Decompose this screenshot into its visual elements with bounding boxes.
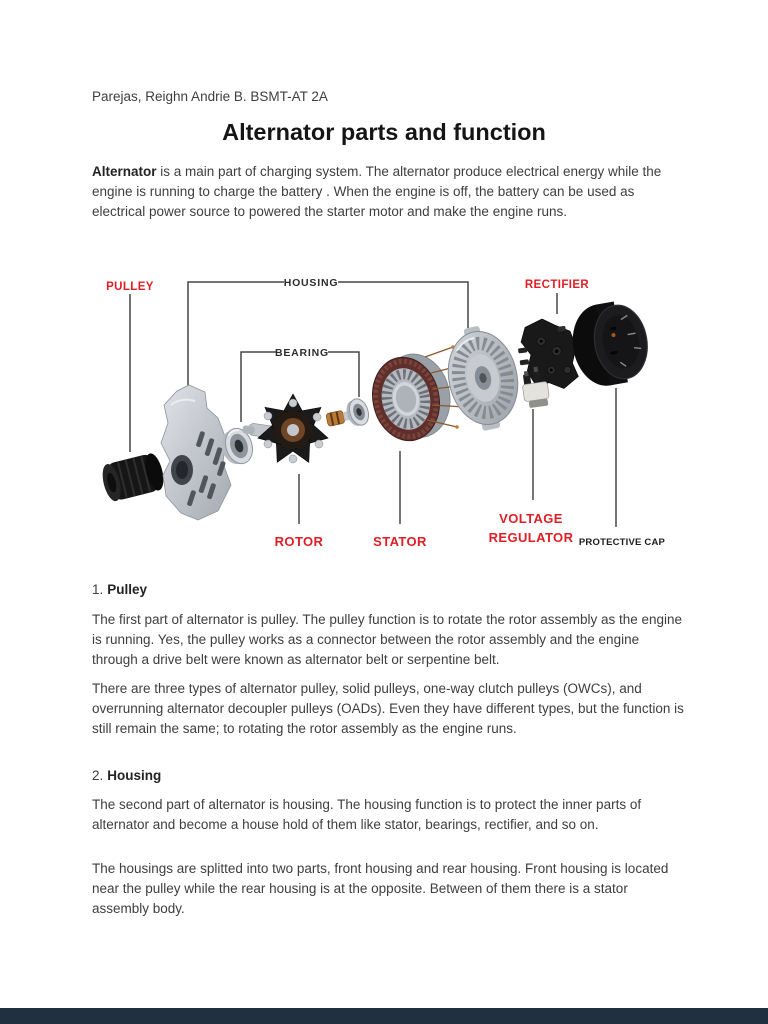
section-number: 1. [92,582,104,597]
pulley-paragraph-2: There are three types of alternator pulley, solid pulleys, one-way clutch pulleys (OWCs), and overrunning alternator decoupler pulleys (OADs). Even they have different types, but the function is still remain the same; to rotating the rotor assembly as the engine runs. [92,681,684,736]
rectifier-label: RECTIFIER [524,279,590,291]
intro-paragraph [92,162,684,222]
section-number: 2. [92,768,104,783]
pulley-paragraph-1: The first part of alternator is pulley. The pulley function is to rotate the rotor assembly as the engine is running. Yes, the pulley works as a connector between the rotor assembly and the engine through a drive belt were known as alternator belt or serpentine belt. [92,612,683,667]
viewer-bottom-bar [0,1008,768,1024]
page-title: Alternator parts and function [222,119,546,145]
housing-paragraph-2: The housings are splitted into two parts, front housing and rear housing. Front housing is located near the pulley while the rear housing is at the opposite. Between of them there is a stator assembly body. [92,861,669,916]
pulley-label: PULLEY [106,281,154,293]
bearing-label: BEARING [274,347,330,359]
bearing-small-part [343,396,371,428]
section-heading-housing [92,768,161,783]
protective-cap-part [566,297,653,391]
section-title: Pulley [107,582,148,597]
author-line: Parejas, Reighn Andrie B. BSMT-AT 2A [92,89,328,104]
alternator-exploded-diagram [85,265,680,557]
voltage-regulator-label-line2: REGULATOR [488,530,574,545]
rotor-part [242,394,352,468]
section-heading-pulley [92,582,147,597]
pulley-part [99,452,166,503]
rotor-label: ROTOR [274,534,324,549]
stator-label: STATOR [373,534,427,549]
section-title: Housing [107,768,162,783]
stator-part [365,348,458,447]
protective-cap-label: PROTECTIVE CAP [578,537,666,548]
rear-housing-part [439,320,527,436]
front-housing-part [161,385,231,520]
intro-lead-word: Alternator [92,164,157,179]
intro-text: is a main part of charging system. The alternator produce electrical energy while the engine is running to charge the battery . When the engine is off, the battery can be used as electrical power source to powered the starter motor and make the engine runs. [92,164,662,219]
voltage-regulator-label-line1: VOLTAGE [499,511,563,526]
housing-paragraph-1: The second part of alternator is housing. The housing function is to protect the inner parts of alternator and become a house hold of them like stator, bearings, rectifier, and so on. [92,797,642,832]
housing-label: HOUSING [283,277,339,289]
